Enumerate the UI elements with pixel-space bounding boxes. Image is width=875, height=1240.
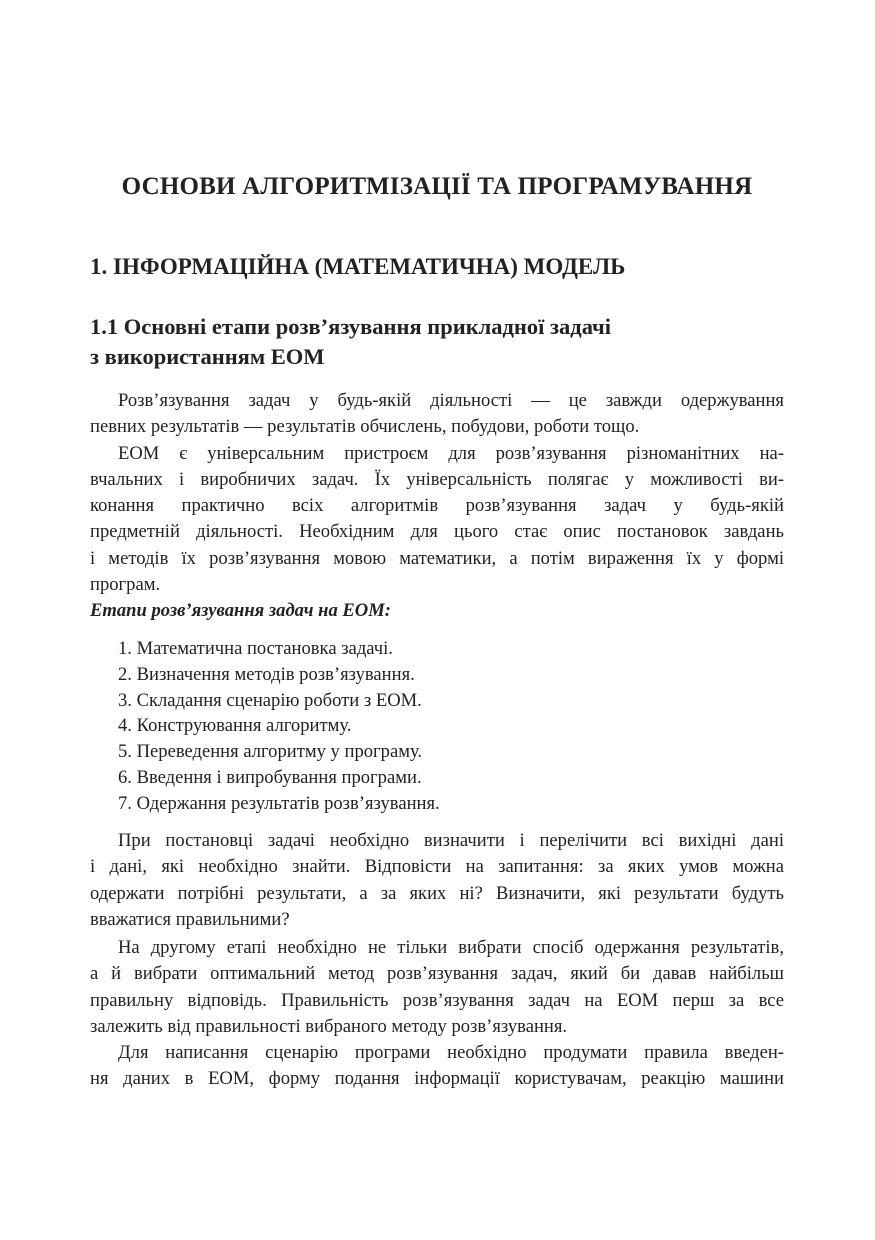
stages-heading: Етапи розв’язування задач на ЕОМ:: [90, 600, 391, 621]
paragraph-2: [90, 441, 784, 599]
list-item: 3. Складання сценарію роботи з ЕОМ.: [118, 689, 422, 711]
list-item: 1. Математична постановка задачі.: [118, 638, 393, 659]
paragraph-line: предметній діяльності. Необхідним для цього стає опис постановок завдань: [90, 521, 784, 543]
paragraph-line: ЕОМ є універсальним пристроєм для розв’язування різноманітних на-: [118, 442, 784, 464]
stages-list: [118, 636, 440, 817]
paragraph-line: ня даних в ЕОМ, форму подання інформації користувачам, реакцію машини: [90, 1068, 784, 1090]
paragraph-line: Розв’язування задач у будь-якій діяльності — це завжди одержування: [118, 390, 784, 411]
section-heading-line-1: 1.1 Основні етапи розв’язування прикладної задачі: [90, 314, 611, 339]
list-item: 5. Переведення алгоритму у програму.: [118, 741, 423, 763]
paragraph-3: [90, 828, 784, 933]
paragraph-line: конання практично всіх алгоритмів розв’язування задач у будь-якій: [90, 495, 784, 517]
paragraph-5: [90, 1040, 784, 1093]
document-title: ОСНОВИ АЛГОРИТМІЗАЦІЇ ТА ПРОГРАМУВАННЯ: [121, 173, 753, 200]
paragraph-line: програм.: [90, 574, 161, 596]
paragraph-line: і методів їх розв’язування мовою математики, а потім вираження їх у формі: [90, 547, 784, 569]
list-item: 4. Конструювання алгоритму.: [118, 715, 352, 737]
paragraph-line: вважатися правильними?: [90, 908, 290, 930]
list-item: 6. Введення і випробування програми.: [118, 766, 422, 788]
paragraph-line: вчальних і виробничих задач. Їх універсальність полягає у можливості ви-: [90, 468, 784, 490]
paragraph-line: При постановці задачі необхідно визначити і перелічити всі вихідні дані: [118, 830, 784, 851]
chapter-heading: 1. ІНФОРМАЦІЙНА (МАТЕМАТИЧНА) МОДЕЛЬ: [90, 254, 626, 279]
paragraph-4: [90, 935, 784, 1040]
paragraph-line: залежить від правильності вибраного методу розв’язування.: [90, 1015, 568, 1037]
paragraph-line: правильну відповідь. Правильність розв’язування задач на ЕОМ перш за все: [90, 989, 784, 1011]
paragraph-line: Для написання сценарію програми необхідно продумати правила введен-: [118, 1042, 784, 1063]
paragraph-line: а й вибрати оптимальний метод розв’язування задач, який би давав найбільш: [90, 963, 784, 985]
section-heading-line-2: з використанням ЕОМ: [90, 344, 325, 369]
intro-text: [90, 388, 784, 598]
paragraph-line: і дані, які необхідно знайти. Відповісти на запитання: за яких умов можна: [90, 856, 784, 878]
section-heading: [90, 312, 790, 372]
paragraph-line: одержати потрібні результати, а за яких ні? Визначити, які результати будуть: [90, 882, 784, 904]
paragraph-1: [90, 388, 784, 441]
list-item: 2. Визначення методів розв’язування.: [118, 663, 415, 685]
paragraph-line: певних результатів — результатів обчислень, побудови, роботи тощо.: [90, 416, 640, 438]
list-item: 7. Одержання результатів розв’язування.: [118, 792, 440, 814]
paragraph-line: На другому етапі необхідно не тільки вибрати спосіб одержання результатів,: [118, 937, 784, 958]
